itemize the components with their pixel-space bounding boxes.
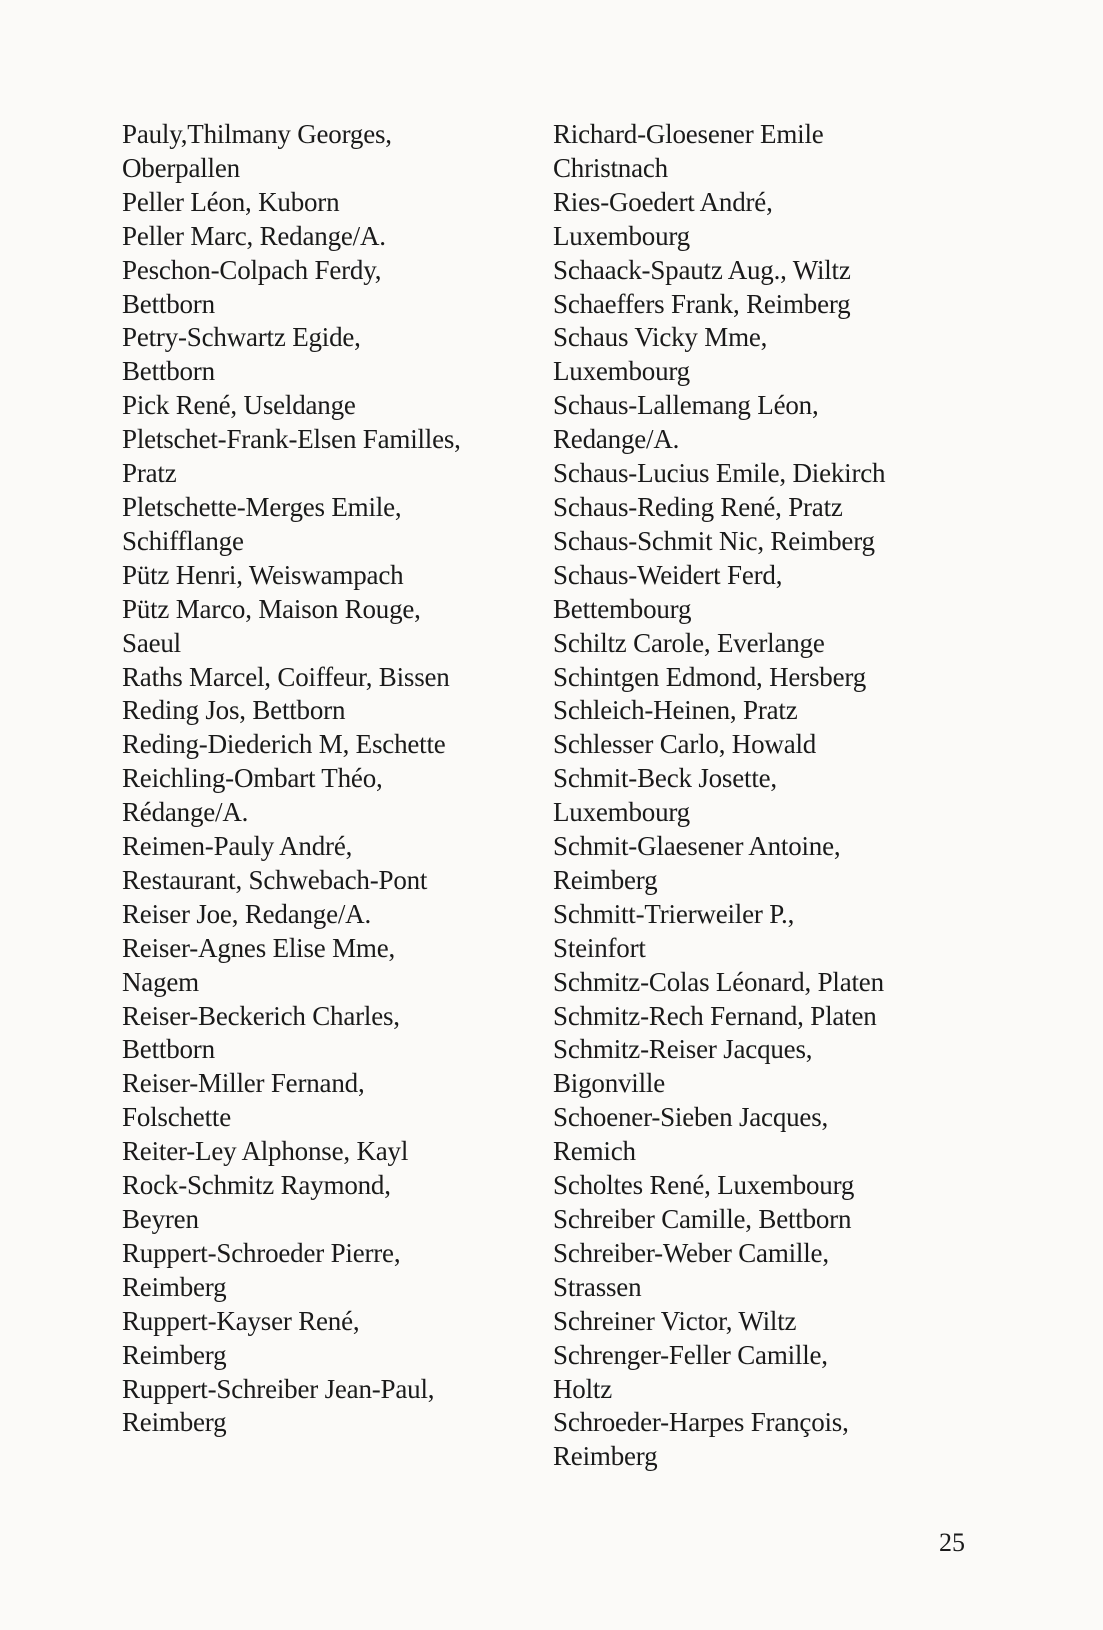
list-item: Luxembourg (553, 356, 690, 387)
list-item: Schaus-Lallemang Léon, (553, 390, 819, 421)
list-item: Pütz Marco, Maison Rouge, (122, 593, 421, 624)
list-item: Reimberg (122, 1407, 227, 1438)
list-item: Pletschette-Merges Emile, (122, 491, 402, 522)
list-item: Schreiner Victor, Wiltz (553, 1305, 797, 1336)
list-item: Rédange/A. (122, 797, 249, 828)
list-item: Schmit-Glaesener Antoine, (553, 831, 841, 862)
list-item: Reimen-Pauly André, (122, 831, 353, 862)
list-item: Rock-Schmitz Raymond, (122, 1170, 391, 1201)
list-item: Raths Marcel, Coiffeur, Bissen (122, 661, 450, 692)
list-item: Schmitt-Trierweiler P., (553, 898, 795, 929)
list-item: Pauly,Thilmany Georges, (122, 119, 392, 149)
list-item: Peller Léon, Kuborn (122, 186, 340, 217)
list-item: Ries-Goedert André, (553, 186, 773, 217)
list-item: Beyren (122, 1204, 199, 1234)
list-item: Christnach (553, 152, 668, 183)
list-item: Saeul (122, 627, 181, 658)
list-item: Schoener-Sieben Jacques, (553, 1102, 829, 1133)
list-item: Schroeder-Harpes François, (553, 1407, 849, 1438)
list-item: Schiltz Carole, Everlange (553, 627, 825, 658)
list-item: Pletschet-Frank-Elsen Familles, (122, 424, 461, 455)
list-item: Schaus Vicky Mme, (553, 322, 768, 353)
list-item: Schmitz-Reiser Jacques, (553, 1034, 813, 1065)
list-item: Schmit-Beck Josette, (553, 763, 777, 794)
list-item: Reiser-Miller Fernand, (122, 1068, 365, 1099)
list-item: Pütz Henri, Weiswampach (122, 559, 404, 590)
list-item: Holtz (553, 1373, 612, 1404)
list-item: Nagem (122, 966, 199, 997)
list-item: Reiter-Ley Alphonse, Kayl (122, 1136, 409, 1167)
right-column-list (553, 118, 973, 1474)
list-item: Schlesser Carlo, Howald (553, 729, 817, 760)
list-item: Scholtes René, Luxembourg (553, 1170, 855, 1201)
list-item: Ruppert-Kayser René, (122, 1305, 360, 1336)
list-item: Schmitz-Rech Fernand, Platen (553, 1000, 877, 1031)
list-item: Richard-Gloesener Emile (553, 119, 824, 149)
list-item: Schintgen Edmond, Hersberg (553, 661, 866, 692)
list-item: Schreiber-Weber Camille, (553, 1237, 829, 1268)
list-item: Reiser Joe, Redange/A. (122, 898, 372, 929)
list-item: Schaus-Reding René, Pratz (553, 491, 843, 522)
list-item: Reimberg (553, 1441, 658, 1472)
list-item: Pratz (122, 458, 177, 489)
list-item: Schifflange (122, 525, 244, 556)
list-item: Schmitz-Colas Léonard, Platen (553, 966, 884, 997)
list-item: Schrenger-Feller Camille, (553, 1339, 828, 1370)
list-item: Bettembourg (553, 593, 692, 624)
list-item: Restaurant, Schwebach-Pont (122, 864, 428, 895)
list-item: Schaack-Spautz Aug., Wiltz (553, 254, 851, 285)
list-item: Oberpallen (122, 152, 240, 183)
list-item: Folschette (122, 1102, 231, 1133)
left-column-list (122, 118, 542, 1440)
list-item: Schleich-Heinen, Pratz (553, 695, 798, 726)
list-item: Schreiber Camille, Bettborn (553, 1204, 852, 1234)
list-item: Reding-Diederich M, Eschette (122, 729, 446, 760)
list-item: Bigonville (553, 1068, 665, 1099)
list-item: Reiser-Agnes Elise Mme, (122, 932, 396, 963)
list-item: Ruppert-Schroeder Pierre, (122, 1237, 401, 1268)
list-item: Schaus-Weidert Ferd, (553, 559, 783, 590)
list-item: Schaus-Schmit Nic, Reimberg (553, 525, 875, 556)
list-item: Luxembourg (553, 220, 690, 251)
list-item: Strassen (553, 1271, 642, 1302)
list-item: Remich (553, 1136, 636, 1167)
list-item: Schaus-Lucius Emile, Diekirch (553, 458, 886, 489)
list-item: Reding Jos, Bettborn (122, 695, 346, 726)
list-item: Petry-Schwartz Egide, (122, 322, 361, 353)
list-item: Ruppert-Schreiber Jean-Paul, (122, 1373, 435, 1404)
list-item: Peller Marc, Redange/A. (122, 220, 386, 251)
list-item: Luxembourg (553, 797, 690, 828)
list-item: Reiser-Beckerich Charles, (122, 1000, 400, 1031)
list-item: Pick René, Useldange (122, 390, 356, 421)
list-item: Redange/A. (553, 424, 680, 455)
list-item: Bettborn (122, 356, 215, 387)
list-item: Bettborn (122, 288, 215, 319)
list-item: Reimberg (122, 1339, 227, 1370)
list-item: Reimberg (553, 864, 658, 895)
page-number: 25 (939, 1528, 965, 1557)
list-item: Peschon-Colpach Ferdy, (122, 254, 382, 285)
list-item: Steinfort (553, 932, 646, 963)
list-item: Reichling-Ombart Théo, (122, 763, 383, 794)
list-item: Reimberg (122, 1271, 227, 1302)
list-item: Bettborn (122, 1034, 215, 1065)
list-item: Schaeffers Frank, Reimberg (553, 288, 851, 319)
